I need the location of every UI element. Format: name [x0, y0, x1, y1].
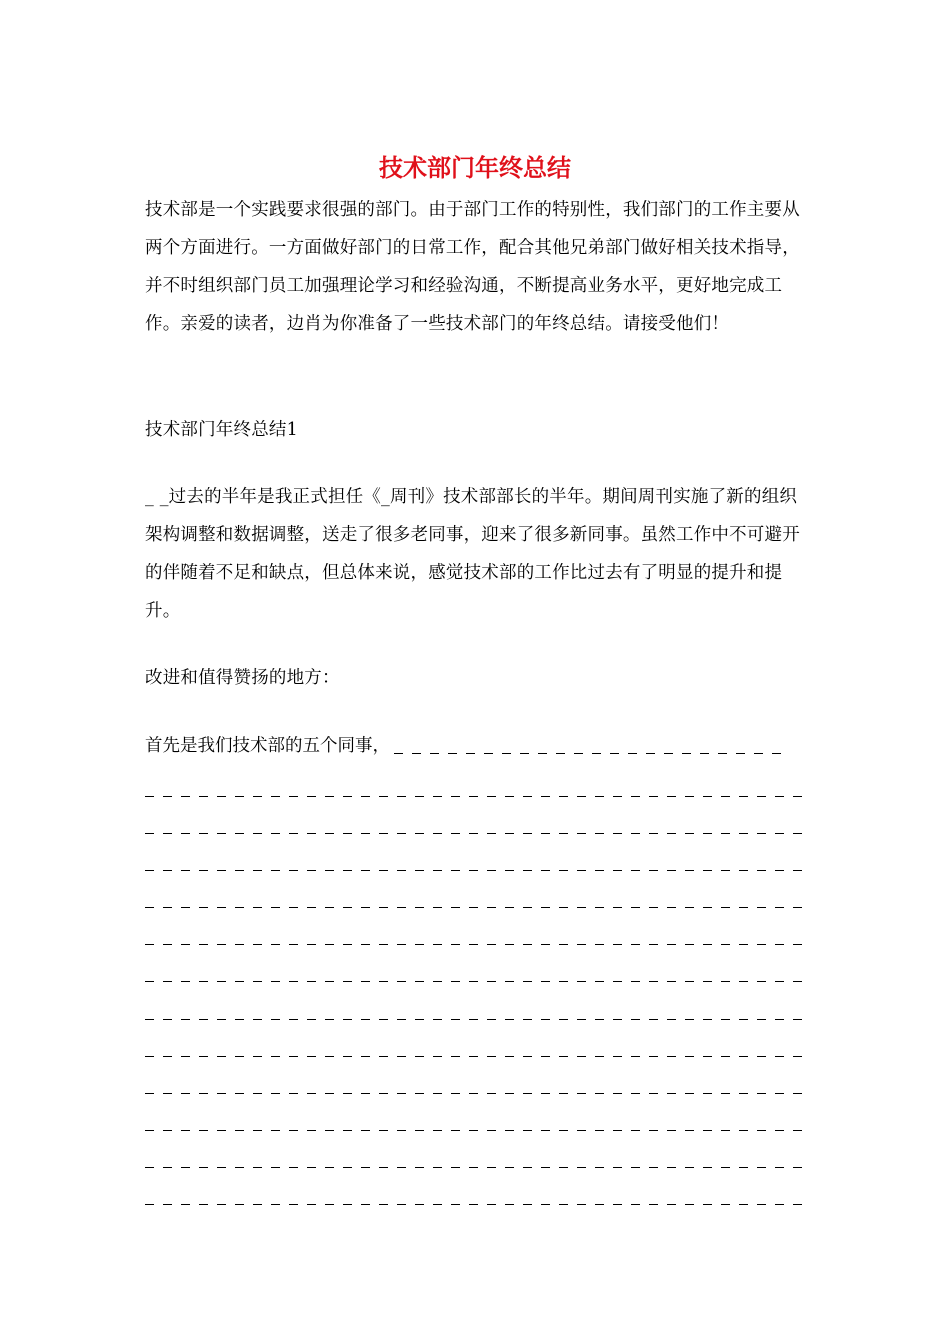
- blank-fill-line: [145, 846, 807, 883]
- blank-fill-line: [145, 1069, 807, 1106]
- blank-fill-line: [390, 727, 782, 765]
- blank-fill-line: [145, 1143, 807, 1180]
- blank-fill-line: [145, 957, 807, 994]
- intro-paragraph: 技术部是一个实践要求很强的部门。由于部门工作的特别性，我们部门的工作主要从两个方面进行。一方面做好部门的日常工作，配合其他兄弟部门做好相关技术指导，并不时组织部门员工加强理论学习和经验沟通，不断提高业务水平，更好地完成工作。亲爱的读者，边肖为你准备了一些技术部门的年终总结。请接受他们！: [145, 200, 800, 334]
- blank-fill-line: [145, 772, 807, 809]
- blank-fill-line: [145, 1180, 807, 1217]
- blank-fill-line: [145, 995, 807, 1032]
- first-line-text: 首先是我们技术部的五个同事，: [145, 736, 390, 756]
- improvements-heading: 改进和值得赞扬的地方：: [145, 668, 340, 688]
- blank-fill-line: [145, 1032, 807, 1069]
- blank-fill-area: [145, 772, 807, 1217]
- document-title: 技术部门年终总结: [379, 153, 571, 182]
- blank-fill-line: [145, 920, 807, 957]
- blank-fill-line: [145, 809, 807, 846]
- first-line: [145, 727, 810, 765]
- blank-fill-line: [145, 883, 807, 920]
- section-paragraph: _ _过去的半年是我正式担任《_周刊》技术部部长的半年。期间周刊实施了新的组织架构调整和数据调整，送走了很多老同事，迎来了很多新同事。虽然工作中不可避开的伴随着不足和缺点，但总体来说，感觉技术部的工作比过去有了明显的提升和提升。: [145, 487, 800, 621]
- blank-fill-line: [145, 1106, 807, 1143]
- section-heading: 技术部门年终总结1: [145, 420, 298, 440]
